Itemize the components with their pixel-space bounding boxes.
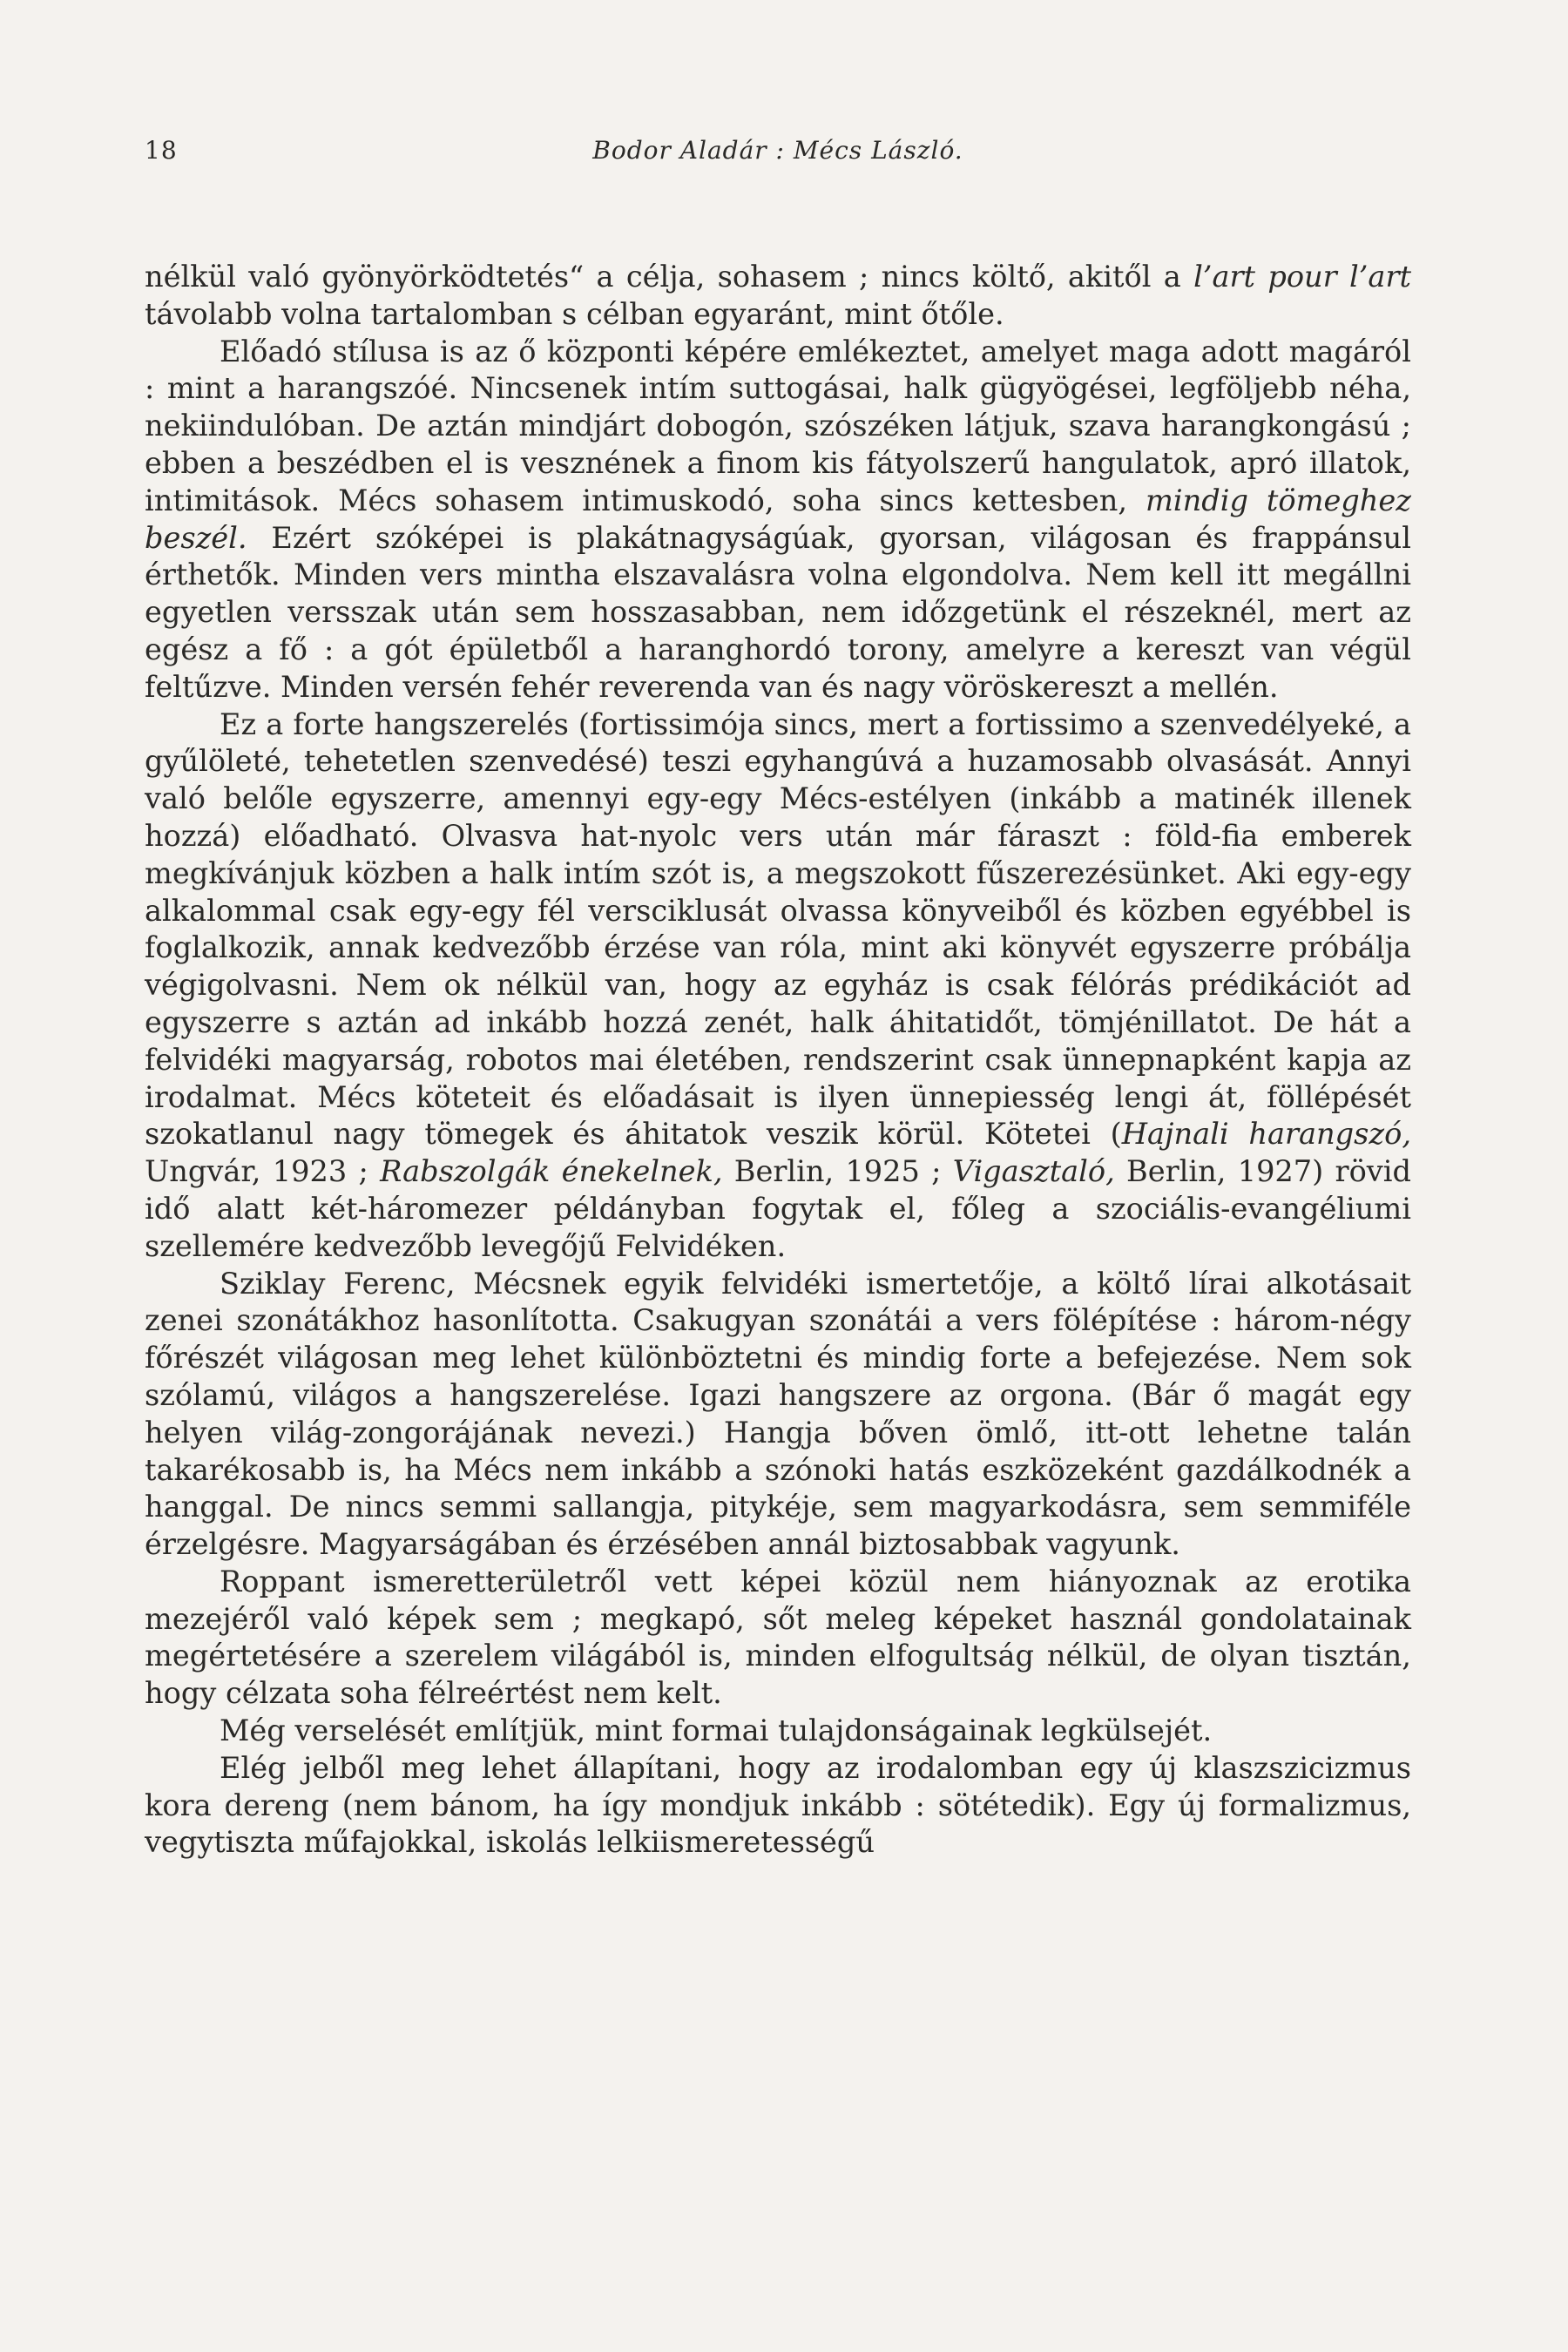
running-title: Bodor Aladár : Mécs László. bbox=[592, 136, 963, 165]
paragraph-3 bbox=[145, 706, 1411, 1266]
body-text bbox=[145, 259, 1411, 1862]
paragraph-text: nélkül való gyönyörködtetés“ a célja, sohasem ; nincs költő, akitől a bbox=[145, 260, 1194, 294]
paragraph-7 bbox=[145, 1750, 1411, 1862]
paragraph-text: Berlin, 1925 ; bbox=[722, 1154, 953, 1189]
paragraph-text: Roppant ismeretterületről vett képei közül nem hiányoznak az erotika mezejéről való képek sem ; megkapó, sőt meleg képeket használ gondolatainak megértetésére a szerelem világából is, minden elfogultság nélkül, de olyan tisztán, hogy célzata soha félreértést nem kelt. bbox=[145, 1564, 1411, 1711]
paragraph-text: Ezért szóképei is plakátnagyságúak, gyorsan, világosan és frappánsul érthetők. Minden vers mintha elszavalásra volna elgondolva. Nem kell itt megállni egyetlen versszak után sem hosszasabban, nem időzgetünk el részeknél, mert az egész a fő : a gót épületből a haranghordó torony, amelyre a kereszt van végül feltűzve. Minden versén fehér reverenda van és nagy vöröskereszt a mellén. bbox=[145, 520, 1411, 704]
paragraph-text: távolabb volna tartalomban s célban egyaránt, mint őtőle. bbox=[145, 296, 1004, 331]
italic-phrase: mindig tömeghez beszél. bbox=[145, 483, 1411, 555]
paragraph-2 bbox=[145, 334, 1411, 706]
paragraph-text: Elég jelből meg lehet állapítani, hogy az irodalomban egy új klaszszicizmus kora dereng (nem bánom, ha így mondjuk inkább : sötétedik). Egy új formalizmus, vegytiszta műfajokkal, iskolás lelkiismeretességű bbox=[145, 1750, 1411, 1860]
paragraph-5 bbox=[145, 1564, 1411, 1713]
book-title: Vigasztaló, bbox=[952, 1154, 1115, 1189]
paragraph-text: Ez a forte hangszerelés (fortissimója sincs, mert a fortissimo a szenvedélyeké, a gyűlöleté, tehetetlen szenvedésé) teszi egyhangúvá a huzamosabb olvasását. Annyi való belőle egyszerre, amennyi egy-egy Mécs-estélyen (inkább a matinék illenek hozzá) előadható. Olvasva hat-nyolc vers után már fáraszt : föld-fia emberek megkívánjuk közben a halk intím szót is, a megszokott fűszerezésünket. Aki egy-egy alkalommal csak egy-egy fél versciklusát olvassa könyveiből és közben egyébbel is foglalkozik, annak kedvezőbb érzése van róla, mint aki könyvét egyszerre próbálja végigolvasni. Nem ok nélkül van, hogy az egyház is csak félórás prédikációt ad egyszerre s aztán ad inkább hozzá zenét, halk áhitatidőt, tömjénillatot. De hát a felvidéki magyarság, robotos mai életében, rendszerint csak ünnepnapként kapja az irodalmat. Mécs köteteit és előadásait is ilyen ünnepiesség lengi át, föllépését szokatlanul nagy tömegek és áhitatok veszik körül. Kötetei ( bbox=[145, 706, 1411, 1152]
paragraph-4 bbox=[145, 1266, 1411, 1564]
paragraph-6 bbox=[145, 1713, 1411, 1750]
paragraph-text: Berlin, 1927) rövid idő alatt két-háromezer példányban fogytak el, főleg a szociális-evangéliumi szellemére kedvezőbb levegőjű Felvidéken. bbox=[145, 1154, 1412, 1263]
book-title: Rabszolgák énekelnek, bbox=[380, 1154, 723, 1189]
paragraph-text: Sziklay Ferenc, Mécsnek egyik felvidéki ismertetője, a költő lírai alkotásait zenei szonátákhoz hasonlította. Csakugyan szonátái a vers fölépítése : három-négy főrészét világosan meg lehet különböztetni és mindig forte a befejezése. Nem sok szólamú, világos a hangszerelése. Igazi hangszere az orgona. (Bár ő magát egy helyen világ-zongorájának nevezi.) Hangja bőven ömlő, itt-ott lehetne talán takarékosabb is, ha Mécs nem inkább a szónoki hatás eszközeként gazdálkodnék a hanggal. De nincs semmi sallangja, pitykéje, sem magyarkodásra, sem semmiféle érzelgésre. Magyarságában és érzésében annál biztosabbak vagyunk. bbox=[145, 1266, 1411, 1562]
page-number: 18 bbox=[145, 136, 178, 165]
paragraph-text: Még verselését említjük, mint formai tulajdonságainak legkülsejét. bbox=[220, 1713, 1213, 1748]
paragraph-text: Ungvár, 1923 ; bbox=[145, 1154, 381, 1189]
paragraph-text: Előadó stílusa is az ő központi képére emlékeztet, amelyet maga adott magáról : mint a harangszóé. Nincsenek intím suttogásai, halk gügyögései, legföljebb néha, nekiindulóban. De aztán mindjárt dobogón, szószéken látjuk, szava harangkongású ; ebben a beszédben el is vesznének a finom kis fátyolszerű hangulatok, apró illatok, intimitások. Mécs sohasem intimuskodó, soha sincs kettesben, bbox=[145, 334, 1411, 517]
running-head bbox=[145, 136, 1411, 171]
book-title: Hajnali harangszó, bbox=[1121, 1117, 1411, 1152]
italic-phrase: l’art pour l’art bbox=[1193, 260, 1411, 294]
paragraph-1 bbox=[145, 259, 1411, 334]
